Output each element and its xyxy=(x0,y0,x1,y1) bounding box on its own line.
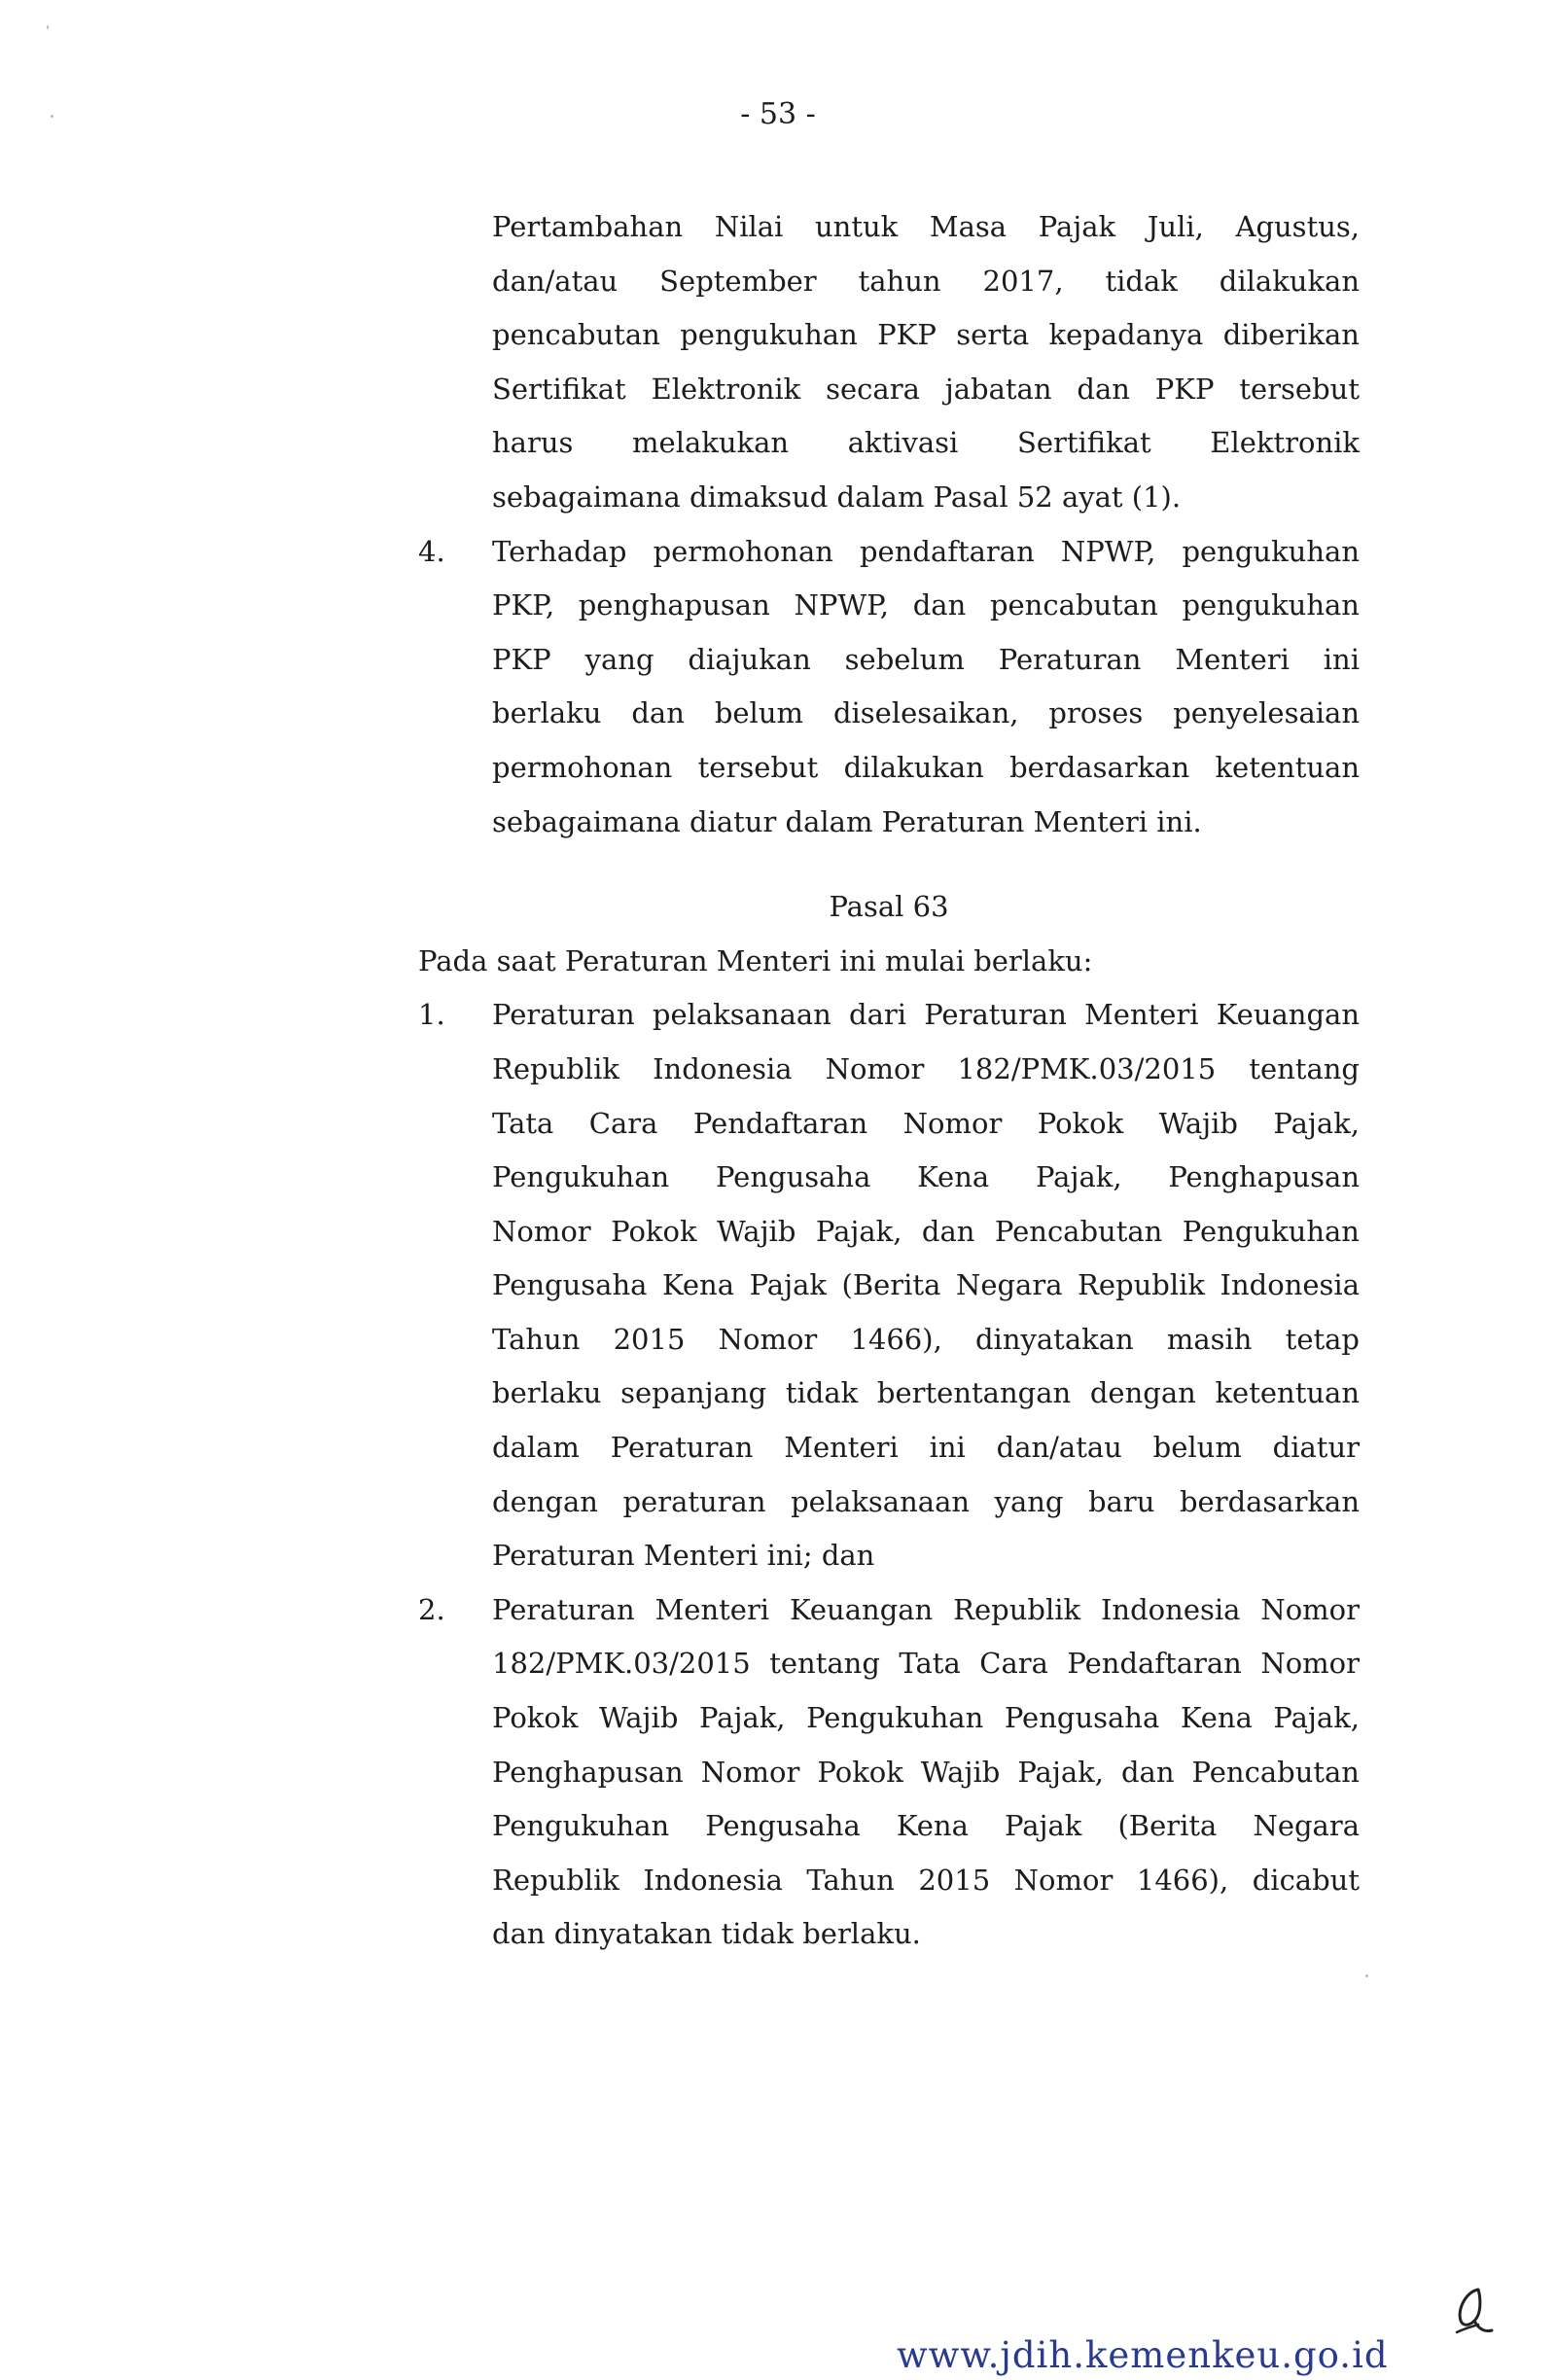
text-line: Nomor Pokok Wajib Pajak, dan Pencabutan Pengukuhan xyxy=(492,1214,1360,1248)
scan-speck xyxy=(1365,1974,1368,1977)
handwritten-initial-icon xyxy=(1449,2282,1496,2340)
text-line: pencabutan pengukuhan PKP serta kepadanya diberikan xyxy=(492,318,1360,352)
text-line: dan/atau September tahun 2017, tidak dilakukan xyxy=(492,264,1360,298)
text-line: dalam Peraturan Menteri ini dan/atau belum diatur xyxy=(492,1431,1360,1465)
item-body xyxy=(418,988,1360,1583)
text-line: Pertambahan Nilai untuk Masa Pajak Juli, Agustus, xyxy=(492,210,1360,243)
text-line: Penghapusan Nomor Pokok Wajib Pajak, dan Pencabutan xyxy=(492,1755,1360,1789)
item-number: 2. xyxy=(418,1592,445,1626)
text-line: sebagaimana dimaksud dalam Pasal 52 ayat (1). xyxy=(492,480,1182,514)
text-line: Pengusaha Kena Pajak (Berita Negara Republik Indonesia xyxy=(492,1268,1360,1302)
page-number: - 53 - xyxy=(740,97,816,131)
document-body xyxy=(418,200,1360,1962)
text-line: permohonan tersebut dilakukan berdasarkan ketentuan xyxy=(492,750,1360,784)
article-intro: Pada saat Peraturan Menteri ini mulai berlaku: xyxy=(418,943,1093,977)
text-line: Peraturan Menteri Keuangan Republik Indonesia Nomor xyxy=(492,1592,1360,1626)
text-line: 182/PMK.03/2015 tentang Tata Cara Pendaftaran Nomor xyxy=(492,1647,1360,1681)
article-heading: Pasal 63 xyxy=(829,890,949,924)
text-line: berlaku sepanjang tidak bertentangan dengan ketentuan xyxy=(492,1376,1360,1410)
text-line: Sertifikat Elektronik secara jabatan dan PKP tersebut xyxy=(492,372,1360,406)
text-line: Peraturan Menteri ini; dan xyxy=(492,1539,875,1573)
text-line: harus melakukan aktivasi Sertifikat Elektronik xyxy=(492,426,1360,460)
text-line: Pengukuhan Pengusaha Kena Pajak, Penghapusan xyxy=(492,1160,1360,1194)
list-item-4 xyxy=(418,525,1360,850)
text-line: PKP, penghapusan NPWP, dan pencabutan pengukuhan xyxy=(492,588,1360,622)
text-line: Tata Cara Pendaftaran Nomor Pokok Wajib Pajak, xyxy=(492,1106,1360,1140)
text-line: dan dinyatakan tidak berlaku. xyxy=(492,1917,921,1951)
item-body xyxy=(418,525,1360,850)
scan-speck xyxy=(47,25,49,29)
item-body xyxy=(418,1583,1360,1962)
item-number: 1. xyxy=(418,998,445,1032)
text-line: Terhadap permohonan pendaftaran NPWP, pengukuhan xyxy=(492,534,1360,568)
text-line: berlaku dan belum diselesaikan, proses penyelesaian xyxy=(492,696,1360,730)
text-line: Republik Indonesia Tahun 2015 Nomor 1466), dicabut xyxy=(492,1863,1360,1897)
text-line: Pokok Wajib Pajak, Pengukuhan Pengusaha Kena Pajak, xyxy=(492,1701,1360,1735)
website-link[interactable]: www.jdih.kemenkeu.go.id xyxy=(897,2334,1389,2376)
continuation-paragraph xyxy=(418,200,1360,525)
list-item-2 xyxy=(418,1583,1360,1962)
text-line: Tahun 2015 Nomor 1466), dinyatakan masih tetap xyxy=(492,1322,1360,1356)
text-line: dengan peraturan pelaksanaan yang baru berdasarkan xyxy=(492,1484,1360,1518)
text-line: Republik Indonesia Nomor 182/PMK.03/2015 tentang xyxy=(492,1051,1360,1085)
text-line: Pengukuhan Pengusaha Kena Pajak (Berita Negara xyxy=(492,1809,1360,1843)
text-line: sebagaimana diatur dalam Peraturan Menteri ini. xyxy=(492,804,1202,838)
text-line: Peraturan pelaksanaan dari Peraturan Menteri Keuangan xyxy=(492,998,1360,1032)
scan-speck xyxy=(51,115,53,118)
list-item-1 xyxy=(418,988,1360,1583)
text-line: PKP yang diajukan sebelum Peraturan Menteri ini xyxy=(492,642,1360,676)
item-number: 4. xyxy=(418,534,445,568)
